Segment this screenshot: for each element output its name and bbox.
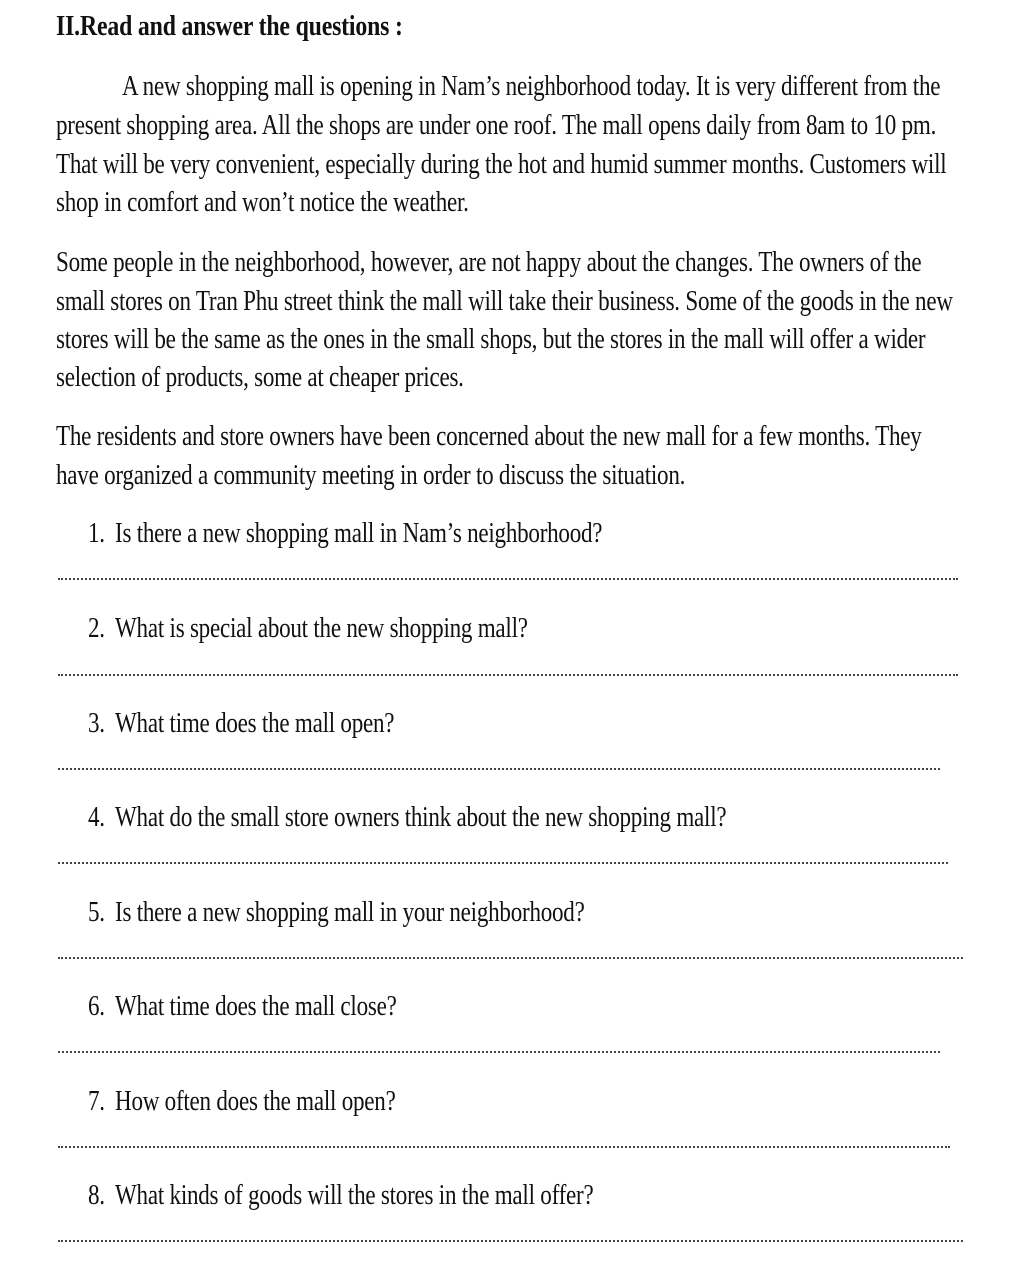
question-3 — [88, 707, 394, 740]
answer-line-7[interactable] — [58, 1146, 950, 1148]
answer-line-1[interactable] — [58, 578, 958, 580]
question-number: 1. — [88, 517, 105, 549]
question-number: 8. — [88, 1179, 105, 1211]
section-heading: II.Read and answer the questions : — [56, 10, 403, 42]
answer-line-6[interactable] — [58, 1051, 940, 1053]
answer-line-4[interactable] — [58, 862, 948, 864]
paragraph-line: That will be very convenient, especially during the hot and humid summer months. Customers will — [56, 148, 947, 180]
question-text: What do the small store owners think about the new shopping mall? — [115, 801, 727, 833]
paragraph-line: The residents and store owners have been concerned about the new mall for a few months. They — [56, 420, 922, 452]
question-number: 7. — [88, 1085, 105, 1117]
question-text: What time does the mall close? — [115, 990, 397, 1022]
paragraph-line: Some people in the neighborhood, however, are not happy about the changes. The owners of the — [56, 246, 922, 278]
paragraph-line: stores will be the same as the ones in the small shops, but the stores in the mall will offer a wider — [56, 323, 926, 355]
answer-line-3[interactable] — [58, 768, 940, 770]
question-7 — [88, 1085, 396, 1118]
paragraph-line: shop in comfort and won’t notice the weather. — [56, 186, 469, 218]
question-1 — [88, 517, 602, 550]
question-text: What is special about the new shopping mall? — [115, 612, 528, 644]
answer-line-2[interactable] — [58, 674, 958, 676]
question-number: 2. — [88, 612, 105, 644]
question-5 — [88, 896, 585, 929]
paragraph-line: present shopping area. All the shops are under one roof. The mall opens daily from 8am to 10 pm. — [56, 109, 937, 141]
question-8 — [88, 1179, 593, 1212]
question-2 — [88, 612, 528, 645]
question-4 — [88, 801, 726, 834]
question-text: How often does the mall open? — [115, 1085, 396, 1117]
question-number: 5. — [88, 896, 105, 928]
paragraph-line: A new shopping mall is opening in Nam’s neighborhood today. It is very different from the — [122, 70, 941, 102]
question-text: What time does the mall open? — [115, 707, 395, 739]
question-6 — [88, 990, 397, 1023]
answer-line-8[interactable] — [58, 1240, 963, 1242]
question-number: 3. — [88, 707, 105, 739]
question-number: 4. — [88, 801, 105, 833]
question-text: What kinds of goods will the stores in the mall offer? — [115, 1179, 594, 1211]
paragraph-line: have organized a community meeting in order to discuss the situation. — [56, 459, 686, 491]
paragraph-line: selection of products, some at cheaper prices. — [56, 361, 464, 393]
question-text: Is there a new shopping mall in your neighborhood? — [115, 896, 585, 928]
paragraph-line: small stores on Tran Phu street think the mall will take their business. Some of the goods in the new — [56, 285, 953, 317]
question-number: 6. — [88, 990, 105, 1022]
question-text: Is there a new shopping mall in Nam’s neighborhood? — [115, 517, 603, 549]
answer-line-5[interactable] — [58, 957, 963, 959]
